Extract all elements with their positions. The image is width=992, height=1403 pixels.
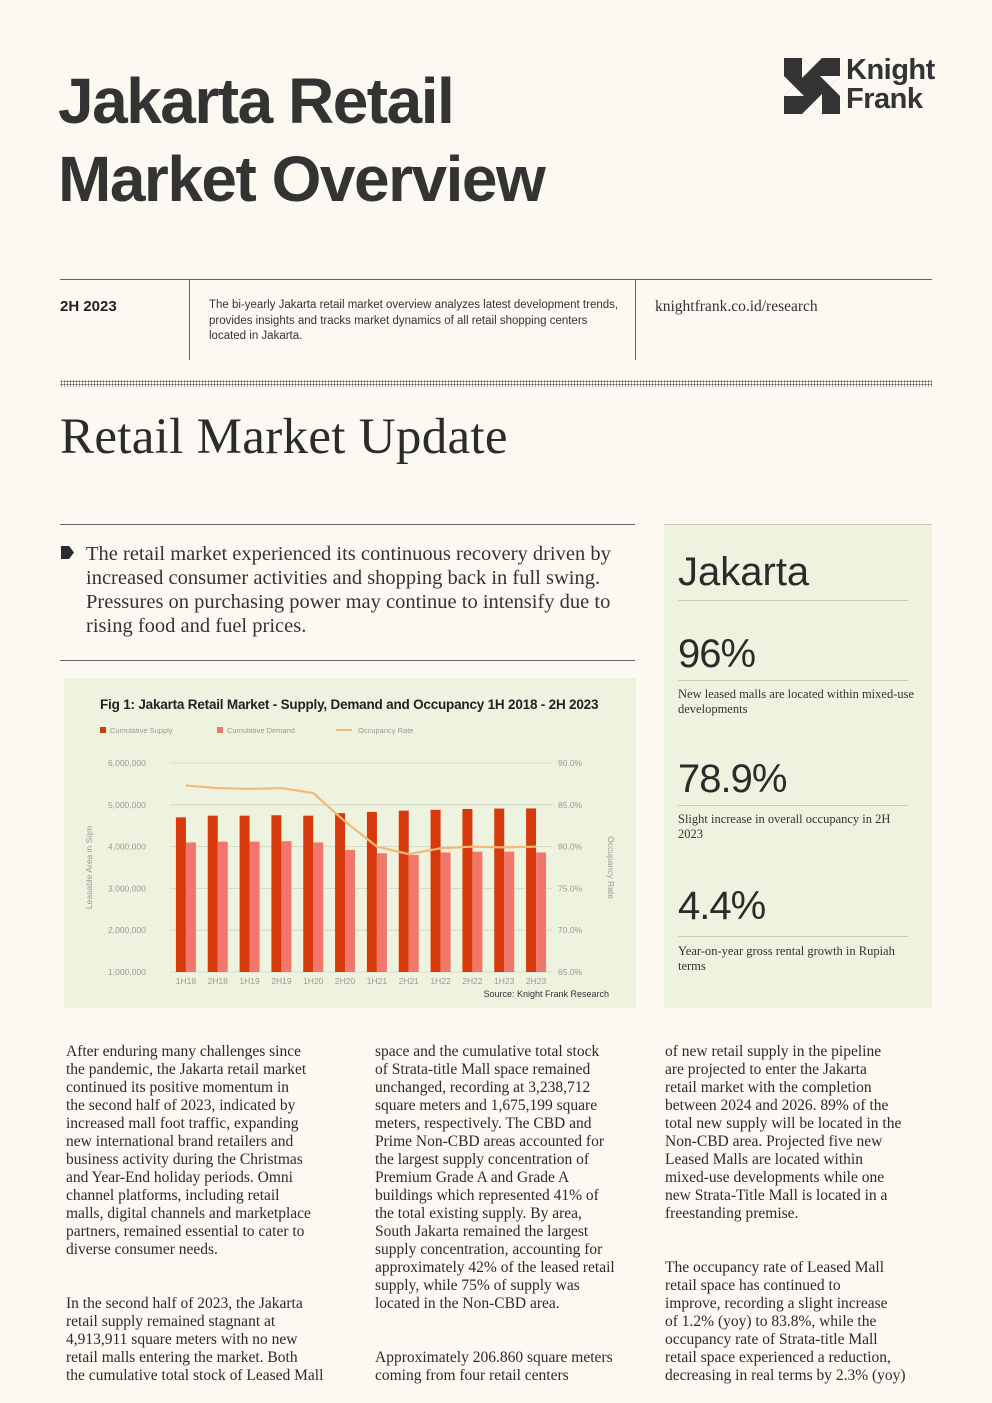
x-tick-label: 1H19 [239,976,260,986]
y2-tick-label: 80.0% [558,841,583,852]
bar-cumulative-supply [526,808,536,972]
y2-tick-label: 75.0% [558,883,583,894]
header-divider [60,279,932,280]
body-paragraph: The occupancy rate of Leased Mall retail space has continued to improve, recording a slight increase of 1.2% (yoy) to 83.8%, while the occupancy rate of Strata-title Mall retail space experienced a reduction, decreasing in real terms by 2.3% (yoy) [665,1259,906,1384]
stat-value-mixed-use: 96% [678,632,756,676]
title-line-2: Market Overview [58,143,545,215]
y2-axis-label: Occupancy Rate [606,836,616,899]
intro-summary: The retail market experienced its continuous recovery driven by increased consumer activities and shopping back in full swing. Pressures on purchasing power may continue to intensify due to rising food and fuel prices. [86,543,611,637]
bar-cumulative-supply [399,811,409,972]
body-column-3 [665,1025,940,1403]
side-top-rule [664,524,932,525]
y-tick-label: 2,000,000 [108,925,146,936]
y2-tick-label: 65.0% [558,967,583,977]
report-description: The bi-yearly Jakarta retail market overview analyzes latest development trends, provides insights and tracks market dynamics of all retail shopping centers located in Jakarta. [209,299,619,342]
occupancy-line [186,786,536,855]
legend-label: Cumulative Supply [110,726,173,735]
body-paragraph: After enduring many challenges since the pandemic, the Jakarta retail market continued its positive momentum in the second half of 2023, indicated by increased mall foot traffic, expanding new international brand retailers and business activity during the Christmas and Year-End holiday periods. Omni channel platforms, including retail malls, digital channels and marketplace partners, remained essential to cater to diverse consumer needs. [66,1043,311,1258]
legend-swatch [217,727,223,733]
x-tick-label: 2H21 [398,976,419,986]
body-paragraph: space and the cumulative total stock of Strata-title Mall space remained unchanged, recording at 3,238,712 square meters and 1,675,199 square meters, respectively. The CBD and Prime Non-CBD areas accounted for the largest supply concentration of Premium Grade A and Grade A buildings which represented 41% of the total existing supply. By area, South Jakarta remained the largest supply concentration, accounting for approximately 42% of the leased retail supply, while 75% of supply was located in the Non-CBD area. [375,1043,615,1312]
dotted-divider [60,380,932,387]
meta-divider-1 [189,280,190,360]
side-rule-4 [678,936,908,937]
x-tick-label: 1H23 [494,976,515,986]
x-tick-label: 2H20 [334,976,356,986]
stat-desc-rental-growth: Year-on-year gross rental growth in Rupiah terms [678,944,895,973]
bar-cumulative-demand [409,855,419,972]
bar-cumulative-demand [281,841,291,972]
bar-cumulative-supply [240,816,250,972]
body-column-1 [66,1025,361,1403]
body-paragraph: of new retail supply in the pipeline are projected to enter the Jakarta retail market with the completion between 2024 and 2026. 89% of the total new supply will be located in the Non-CBD area. Projected five new Leased Malls are located within mixed-use developments while one new Strata-Title Mall is located in a freestanding premise. [665,1043,902,1222]
bar-cumulative-demand [441,852,451,972]
research-link[interactable]: knightfrank.co.id/research [655,298,818,315]
stat-value-rental-growth: 4.4% [678,884,766,928]
intro-bottom-rule [60,660,635,661]
bar-cumulative-supply [494,809,504,972]
supply-demand-occupancy-chart [64,678,636,1008]
bar-cumulative-supply [462,809,472,972]
x-tick-label: 1H18 [175,976,197,986]
body-column-2 [375,1025,655,1403]
bar-cumulative-supply [303,816,313,972]
logo-line-2: Frank [846,83,923,115]
bar-cumulative-supply [271,815,281,972]
meta-divider-2 [635,280,636,360]
bar-cumulative-demand [377,853,387,972]
y2-tick-label: 85.0% [558,799,583,810]
knight-frank-logo [784,54,935,118]
bar-cumulative-demand [472,852,482,972]
x-tick-label: 2H23 [525,976,547,986]
body-paragraph: Approximately 206.860 square meters coming from four retail centers [375,1349,613,1384]
side-rule-1 [678,600,908,601]
bar-cumulative-supply [208,816,218,972]
y2-tick-label: 70.0% [558,925,583,936]
report-period: 2H 2023 [60,298,117,315]
side-rule-2 [678,680,908,681]
x-tick-label: 2H19 [271,976,292,986]
x-tick-label: 2H18 [207,976,228,986]
chart-source: Source: Knight Frank Research [483,989,609,999]
bar-cumulative-demand [504,852,514,972]
bar-cumulative-demand [345,850,355,972]
x-tick-label: 1H22 [430,976,451,986]
y-tick-label: 5,000,000 [108,799,146,810]
stat-desc-occupancy: Slight increase in overall occupancy in 2H 2023 [678,812,891,841]
side-rule-3 [678,805,908,806]
intro-top-rule [60,524,635,525]
bar-cumulative-demand [250,842,260,972]
bar-cumulative-demand [218,842,228,972]
stat-desc-mixed-use: New leased malls are located within mixed-use developments [678,687,915,716]
body-paragraph: In the second half of 2023, the Jakarta retail supply remained stagnant at 4,913,911 square meters with no new retail malls entering the market. Both the cumulative total stock of Leased Mall [66,1295,324,1384]
bar-cumulative-demand [186,842,196,972]
logo-wordmark [846,56,935,114]
bar-cumulative-supply [367,812,377,972]
city-name: Jakarta [678,550,810,594]
y-tick-label: 1,000,000 [108,967,146,977]
chart-title: Fig 1: Jakarta Retail Market - Supply, Demand and Occupancy 1H 2018 - 2H 2023 [100,697,599,712]
y-tick-label: 4,000,000 [108,841,146,852]
legend-swatch [100,727,106,733]
y2-tick-label: 90.0% [558,758,583,768]
y-axis-label: Leasable Area in Sqm [84,825,94,910]
knight-frank-logo-mark-icon [784,58,840,114]
bar-cumulative-supply [431,810,441,972]
x-tick-label: 1H20 [303,976,324,986]
bullet-arrow-icon [61,546,74,559]
x-tick-label: 1H21 [366,976,388,986]
bar-cumulative-demand [313,842,323,972]
x-tick-label: 2H22 [462,976,483,986]
y-tick-label: 3,000,000 [108,883,146,894]
title-line-1: Jakarta Retail [58,65,454,137]
y-tick-label: 6,000,000 [108,758,146,768]
legend-label: Occupancy Rate [358,726,414,735]
report-title [58,62,758,218]
legend-label: Cumulative Demand [227,726,295,735]
bar-cumulative-supply [176,817,186,972]
logo-line-1: Knight [846,54,935,86]
section-title: Retail Market Update [60,409,508,465]
bar-cumulative-supply [335,813,345,972]
stat-value-occupancy: 78.9% [678,757,787,801]
bar-cumulative-demand [536,852,546,972]
